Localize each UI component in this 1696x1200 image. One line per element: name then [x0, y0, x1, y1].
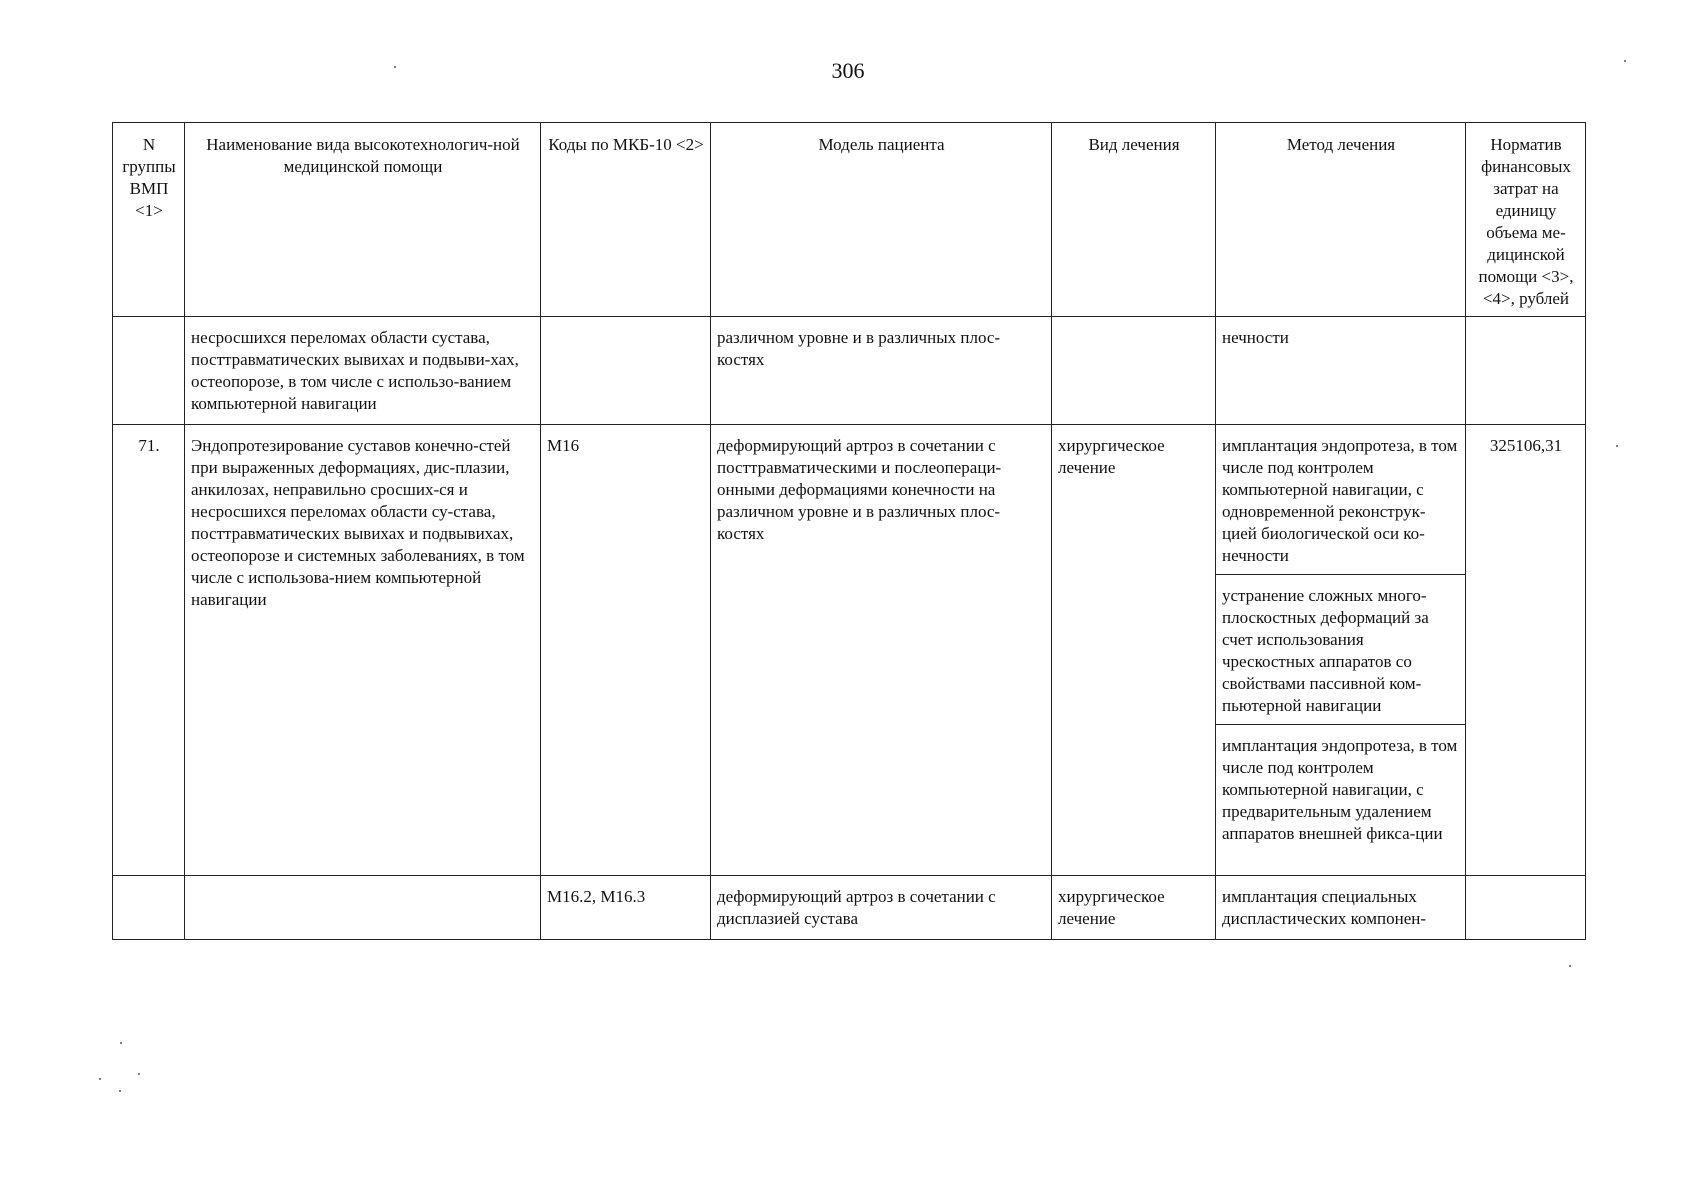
cell-group-number: 71.: [113, 425, 185, 876]
cell-group-number: [113, 317, 185, 425]
cell-patient-model: деформирующий артроз в сочетании с посттравматическими и послеопераци-онными деформациями конечности на различном уровне и в различных плос-костях: [711, 425, 1052, 876]
cell-patient-model: деформирующий артроз в сочетании с дисплазией сустава: [711, 876, 1052, 940]
header-icd-codes: Коды по МКБ-10 <2>: [541, 123, 711, 317]
cell-treatment-type: [1052, 317, 1216, 425]
page-number: 306: [831, 58, 865, 83]
cell-group-number: [113, 876, 185, 940]
cell-treatment-method: имплантация специальных диспластических компонен-: [1216, 876, 1466, 940]
table-row-continuation: [113, 317, 1586, 425]
header-care-type-name: Наименование вида высокотехнологич-ной медицинской помощи: [185, 123, 541, 317]
cell-treatment-method: имплантация эндопротеза, в том числе под контролем компьютерной навигации, с одновременной реконструк-цией биологической оси ко-нечности: [1216, 425, 1466, 575]
scan-speck: [1569, 965, 1571, 967]
cell-treatment-method: имплантация эндопротеза, в том числе под контролем компьютерной навигации, с предварительным удалением аппаратов внешней фикса-ции: [1216, 725, 1466, 876]
cell-care-type-name: Эндопротезирование суставов конечно-стей при выраженных деформациях, дис-плазии, анкилозах, неправильно сросших-ся и несросшихся переломах области су-става, посттравматических вывихах и подвывихах, остеопорозе и системных заболеваниях, в том числе с использова-нием компьютерной навигации: [185, 425, 541, 876]
cell-treatment-method: нечности: [1216, 317, 1466, 425]
cell-cost-norm: [1466, 876, 1586, 940]
scan-speck: [1616, 445, 1618, 447]
cell-care-type-name: [185, 876, 541, 940]
header-cost-norm: Норматив финансовых затрат на единицу объема ме-дицинской помощи <3>, <4>, рублей: [1466, 123, 1586, 317]
cell-patient-model: различном уровне и в различных плос-костях: [711, 317, 1052, 425]
cell-treatment-method: устранение сложных много-плоскостных деформаций за счет использования чрескостных аппаратов со свойствами пассивной ком-пьютерной навигации: [1216, 575, 1466, 725]
cell-icd-codes: M16.2, M16.3: [541, 876, 711, 940]
table-row-group-71: [113, 425, 1586, 575]
cell-care-type-name: несросшихся переломах области сустава, посттравматических вывихах и подвыви-хах, остеопорозе, в том числе с использо-ванием компьютерной навигации: [185, 317, 541, 425]
cell-treatment-type: хирургическое лечение: [1052, 425, 1216, 876]
table-row-last: [113, 876, 1586, 940]
cell-treatment-type: хирургическое лечение: [1052, 876, 1216, 940]
scan-speck: [138, 1073, 140, 1075]
scan-speck: [1624, 60, 1626, 62]
scan-speck: [120, 1042, 122, 1044]
header-patient-model: Модель пациента: [711, 123, 1052, 317]
cell-cost-norm: [1466, 317, 1586, 425]
table-header-row: [113, 123, 1586, 317]
header-treatment-method: Метод лечения: [1216, 123, 1466, 317]
scan-speck: [394, 66, 396, 68]
scan-speck: [119, 1090, 121, 1092]
header-group-number: N группы ВМП <1>: [113, 123, 185, 317]
header-treatment-type: Вид лечения: [1052, 123, 1216, 317]
cell-cost-norm: 325106,31: [1466, 425, 1586, 876]
vmp-table: [112, 122, 1586, 940]
scan-speck: [99, 1078, 101, 1080]
cell-icd-codes: [541, 317, 711, 425]
document-page: [64, 0, 1632, 1200]
cell-icd-codes: M16: [541, 425, 711, 876]
